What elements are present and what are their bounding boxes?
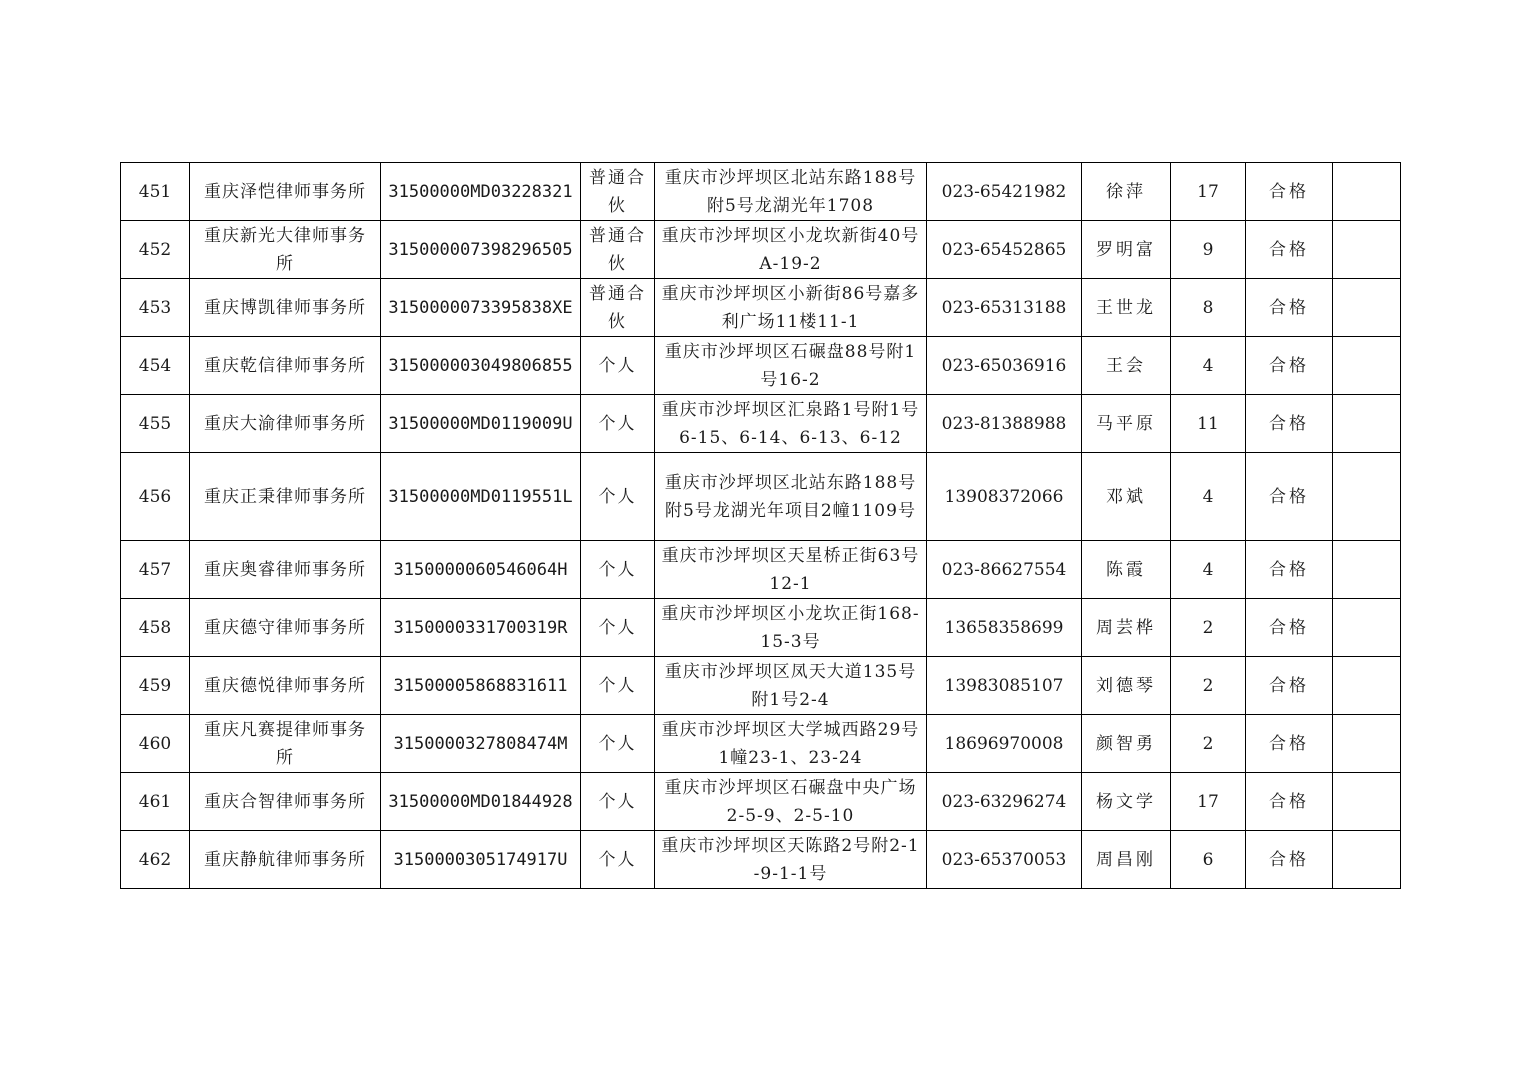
responsible-person: 杨文学 <box>1082 773 1171 831</box>
lawyer-count: 17 <box>1171 163 1246 221</box>
responsible-person: 邓斌 <box>1082 453 1171 541</box>
responsible-person: 王会 <box>1082 337 1171 395</box>
phone-number: 023-65313188 <box>927 279 1082 337</box>
firm-name: 重庆合智律师事务所 <box>190 773 381 831</box>
table-row <box>121 657 1401 715</box>
firm-address: 重庆市沙坪坝区天陈路2号附2-1-9-1-1号 <box>655 831 927 889</box>
assessment-result: 合格 <box>1246 715 1333 773</box>
phone-number: 023-86627554 <box>927 541 1082 599</box>
phone-number: 13983085107 <box>927 657 1082 715</box>
organization-type: 普通合伙 <box>581 279 655 337</box>
firm-address: 重庆市沙坪坝区小龙坎新街40号A-19-2 <box>655 221 927 279</box>
firm-address: 重庆市沙坪坝区北站东路188号附5号龙湖光年项目2幢1109号 <box>655 453 927 541</box>
remark-cell <box>1333 453 1401 541</box>
responsible-person: 马平原 <box>1082 395 1171 453</box>
credit-code: 31500000MD03228321 <box>381 163 581 221</box>
organization-type: 个人 <box>581 715 655 773</box>
row-number: 453 <box>121 279 190 337</box>
phone-number: 023-65452865 <box>927 221 1082 279</box>
firm-address: 重庆市沙坪坝区天星桥正街63号12-1 <box>655 541 927 599</box>
row-number: 457 <box>121 541 190 599</box>
firm-name: 重庆德悦律师事务所 <box>190 657 381 715</box>
firm-name: 重庆德守律师事务所 <box>190 599 381 657</box>
organization-type: 个人 <box>581 453 655 541</box>
organization-type: 个人 <box>581 337 655 395</box>
credit-code: 3150000331700319R <box>381 599 581 657</box>
remark-cell <box>1333 599 1401 657</box>
assessment-result: 合格 <box>1246 395 1333 453</box>
firm-name: 重庆泽恺律师事务所 <box>190 163 381 221</box>
firm-address: 重庆市沙坪坝区小龙坎正街168-15-3号 <box>655 599 927 657</box>
lawyer-count: 8 <box>1171 279 1246 337</box>
firm-name: 重庆大渝律师事务所 <box>190 395 381 453</box>
firm-name: 重庆博凯律师事务所 <box>190 279 381 337</box>
phone-number: 023-63296274 <box>927 773 1082 831</box>
phone-number: 023-65370053 <box>927 831 1082 889</box>
credit-code: 3150000305174917U <box>381 831 581 889</box>
responsible-person: 罗明富 <box>1082 221 1171 279</box>
firm-name: 重庆新光大律师事务所 <box>190 221 381 279</box>
remark-cell <box>1333 773 1401 831</box>
lawyer-count: 4 <box>1171 337 1246 395</box>
phone-number: 023-65036916 <box>927 337 1082 395</box>
lawyer-count: 11 <box>1171 395 1246 453</box>
table-row <box>121 221 1401 279</box>
table-row <box>121 773 1401 831</box>
remark-cell <box>1333 541 1401 599</box>
firm-name: 重庆乾信律师事务所 <box>190 337 381 395</box>
responsible-person: 周昌刚 <box>1082 831 1171 889</box>
organization-type: 个人 <box>581 395 655 453</box>
row-number: 461 <box>121 773 190 831</box>
row-number: 455 <box>121 395 190 453</box>
credit-code: 315000007398296505 <box>381 221 581 279</box>
credit-code: 31500000MD01844928 <box>381 773 581 831</box>
assessment-result: 合格 <box>1246 453 1333 541</box>
firm-name: 重庆正秉律师事务所 <box>190 453 381 541</box>
table-row <box>121 541 1401 599</box>
organization-type: 普通合伙 <box>581 163 655 221</box>
lawyer-count: 9 <box>1171 221 1246 279</box>
remark-cell <box>1333 337 1401 395</box>
firm-address: 重庆市沙坪坝区石碾盘中央广场2-5-9、2-5-10 <box>655 773 927 831</box>
responsible-person: 周芸桦 <box>1082 599 1171 657</box>
responsible-person: 陈霞 <box>1082 541 1171 599</box>
phone-number: 13658358699 <box>927 599 1082 657</box>
organization-type: 个人 <box>581 657 655 715</box>
credit-code: 31500000MD0119009U <box>381 395 581 453</box>
organization-type: 个人 <box>581 831 655 889</box>
phone-number: 023-81388988 <box>927 395 1082 453</box>
firm-address: 重庆市沙坪坝区北站东路188号附5号龙湖光年1708 <box>655 163 927 221</box>
phone-number: 13908372066 <box>927 453 1082 541</box>
organization-type: 个人 <box>581 599 655 657</box>
row-number: 458 <box>121 599 190 657</box>
assessment-result: 合格 <box>1246 221 1333 279</box>
credit-code: 3150000073395838XE <box>381 279 581 337</box>
firm-name: 重庆凡赛提律师事务所 <box>190 715 381 773</box>
firm-address: 重庆市沙坪坝区凤天大道135号附1号2-4 <box>655 657 927 715</box>
assessment-result: 合格 <box>1246 337 1333 395</box>
table-row <box>121 715 1401 773</box>
organization-type: 普通合伙 <box>581 221 655 279</box>
credit-code: 31500000MD0119551L <box>381 453 581 541</box>
phone-number: 18696970008 <box>927 715 1082 773</box>
assessment-result: 合格 <box>1246 541 1333 599</box>
remark-cell <box>1333 395 1401 453</box>
assessment-result: 合格 <box>1246 279 1333 337</box>
table-row <box>121 395 1401 453</box>
table-row <box>121 163 1401 221</box>
assessment-result: 合格 <box>1246 831 1333 889</box>
remark-cell <box>1333 657 1401 715</box>
firm-name: 重庆奥睿律师事务所 <box>190 541 381 599</box>
remark-cell <box>1333 279 1401 337</box>
remark-cell <box>1333 163 1401 221</box>
credit-code: 3150000060546064H <box>381 541 581 599</box>
row-number: 451 <box>121 163 190 221</box>
row-number: 462 <box>121 831 190 889</box>
table-row <box>121 453 1401 541</box>
row-number: 456 <box>121 453 190 541</box>
phone-number: 023-65421982 <box>927 163 1082 221</box>
law-firm-table <box>120 162 1401 889</box>
row-number: 459 <box>121 657 190 715</box>
responsible-person: 王世龙 <box>1082 279 1171 337</box>
table-row <box>121 279 1401 337</box>
lawyer-count: 6 <box>1171 831 1246 889</box>
responsible-person: 颜智勇 <box>1082 715 1171 773</box>
table-body <box>121 163 1401 889</box>
responsible-person: 徐萍 <box>1082 163 1171 221</box>
lawyer-count: 2 <box>1171 599 1246 657</box>
credit-code: 315000003049806855 <box>381 337 581 395</box>
firm-address: 重庆市沙坪坝区石碾盘88号附1号16-2 <box>655 337 927 395</box>
firm-address: 重庆市沙坪坝区大学城西路29号1幢23-1、23-24 <box>655 715 927 773</box>
firm-address: 重庆市沙坪坝区汇泉路1号附1号6-15、6-14、6-13、6-12 <box>655 395 927 453</box>
credit-code: 31500005868831611 <box>381 657 581 715</box>
row-number: 460 <box>121 715 190 773</box>
assessment-result: 合格 <box>1246 599 1333 657</box>
firm-name: 重庆静航律师事务所 <box>190 831 381 889</box>
assessment-result: 合格 <box>1246 657 1333 715</box>
table-row <box>121 831 1401 889</box>
assessment-result: 合格 <box>1246 773 1333 831</box>
responsible-person: 刘德琴 <box>1082 657 1171 715</box>
credit-code: 3150000327808474M <box>381 715 581 773</box>
lawyer-count: 2 <box>1171 715 1246 773</box>
remark-cell <box>1333 715 1401 773</box>
remark-cell <box>1333 831 1401 889</box>
lawyer-count: 4 <box>1171 541 1246 599</box>
remark-cell <box>1333 221 1401 279</box>
table-row <box>121 599 1401 657</box>
lawyer-count: 4 <box>1171 453 1246 541</box>
row-number: 454 <box>121 337 190 395</box>
assessment-result: 合格 <box>1246 163 1333 221</box>
firm-address: 重庆市沙坪坝区小新街86号嘉多利广场11楼11-1 <box>655 279 927 337</box>
lawyer-count: 2 <box>1171 657 1246 715</box>
lawyer-count: 17 <box>1171 773 1246 831</box>
table-row <box>121 337 1401 395</box>
organization-type: 个人 <box>581 541 655 599</box>
organization-type: 个人 <box>581 773 655 831</box>
row-number: 452 <box>121 221 190 279</box>
